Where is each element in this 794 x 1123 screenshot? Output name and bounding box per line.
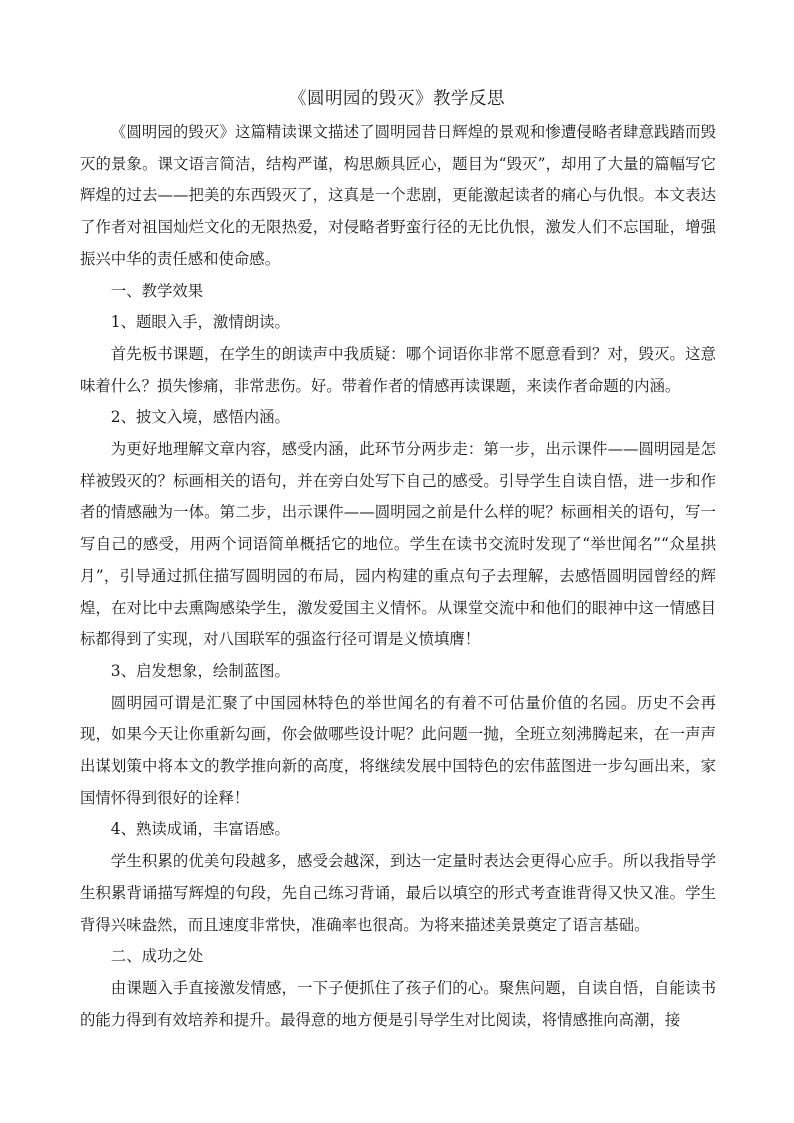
section-heading-success: 二、成功之处 <box>110 947 204 966</box>
subheading-4: 4、熟读成诵，丰富语感。 <box>110 820 290 839</box>
body-paragraph-5: 由课题入手直接激发情感，一下子便抓住了孩子们的心。聚焦问题，自读自悟，自能读书的能力得到有效培养和提升。最得意的地方便是引导学生对比阅读，将情感推向高潮，接 <box>80 978 716 1029</box>
body-paragraph-4: 学生积累的优美句段越多，感受会越深，到达一定量时表达会更得心应手。所以我指导学生积累背诵描写辉煌的句段，先自己练习背诵，最后以填空的形式考查谁背得又快又准。学生背得兴味盎然，而且速度非常快，准确率也很高。为将来描述美景奠定了语言基础。 <box>80 852 716 934</box>
intro-paragraph: 《圆明园的毁灭》这篇精读课文描述了圆明园昔日辉煌的景观和惨遭侵略者肆意践踏而毁灭的景象。课文语言简洁，结构严谨，构思颇具匠心，题目为“毁灭”，却用了大量的篇幅写它辉煌的过去——把美的东西毁灭了，这真是一个悲剧，更能激起读者的痛心与仇恨。本文表达了作者对祖国灿烂文化的无限热爱，对侵略者野蛮行径的无比仇恨，激发人们不忘国耻，增强振兴中华的责任感和使命感。 <box>80 123 716 268</box>
document-body <box>80 117 716 1036</box>
subheading-1: 1、题眼入手，激情朗读。 <box>110 313 290 332</box>
body-paragraph-1: 首先板书课题，在学生的朗读声中我质疑：哪个词语你非常不愿意看到？对，毁灭。这意味着什么？损失惨痛，非常悲伤。好。带着作者的情感再读课题，来读作者命题的内涵。 <box>80 344 716 395</box>
subheading-3: 3、启发想象，绘制蓝图。 <box>110 661 290 680</box>
body-paragraph-3: 圆明园可谓是汇聚了中国园林特色的举世闻名的有着不可估量价值的名园。历史不会再现，如果今天让你重新勾画，你会做哪些设计呢？此问题一抛，全班立刻沸腾起来，在一声声出谋划策中将本文的教学推向新的高度，将继续发展中国特色的宏伟蓝图进一步勾画出来，家国情怀得到很好的诠释！ <box>80 693 716 807</box>
subheading-2: 2、披文入境，感悟内涵。 <box>110 408 290 427</box>
section-heading-teaching-effect: 一、教学效果 <box>110 281 204 300</box>
document-title: 《圆明园的毁灭》教学反思 <box>289 89 505 109</box>
body-paragraph-2: 为更好地理解文章内容，感受内涵，此环节分两步走：第一步，出示课件——圆明园是怎样被毁灭的？标画相关的语句，并在旁白处写下自己的感受。引导学生自读自悟，进一步和作者的情感融为一体。第二步，出示课件——圆明园之前是什么样的呢？标画相关的语句，写一写自己的感受，用两个词语简单概括它的地位。学生在读书交流时发现了“举世闻名”“众星拱月”，引导通过抓住描写圆明园的布局，园内构建的重点句子去理解，去感悟圆明园曾经的辉煌，在对比中去熏陶感染学生，激发爱国主义情怀。从课堂交流中和他们的眼神中这一情感目标都得到了实现，对八国联军的强盗行径可谓是义愤填膺！ <box>80 440 716 649</box>
